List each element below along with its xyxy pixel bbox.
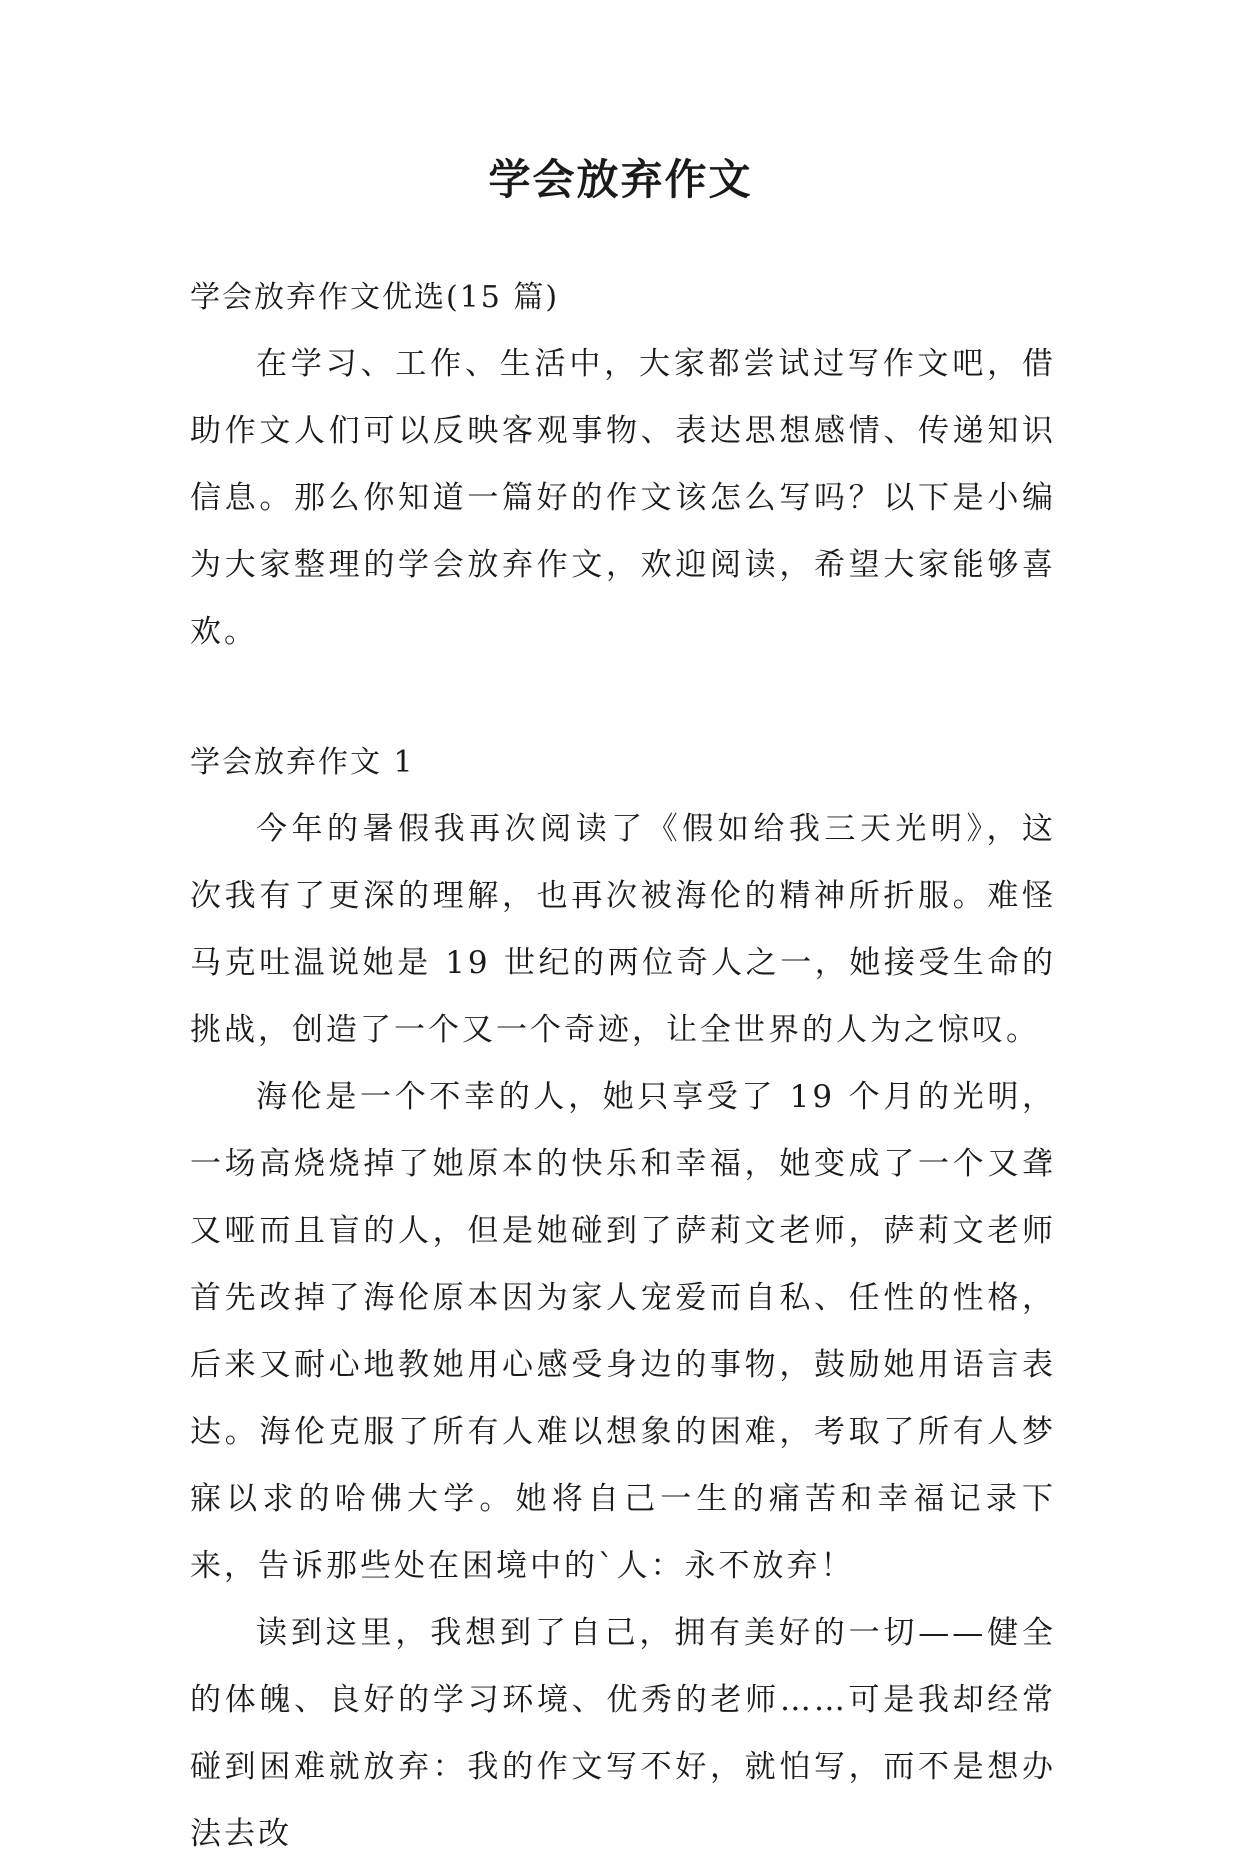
document-body [190, 265, 1056, 1868]
body-paragraph: 今年的暑假我再次阅读了《假如给我三天光明》，这次我有了更深的理解，也再次被海伦的精神所折服。难怪马克吐温说她是 19 世纪的两位奇人之一，她接受生命的挑战，创造了一个又一个奇迹，让全世界的人为之惊叹。 [190, 811, 1056, 1048]
document-title: 学会放弃作文 [488, 155, 753, 204]
section-heading: 学会放弃作文 1 [190, 745, 415, 780]
body-paragraph: 海伦是一个不幸的人，她只享受了 19 个月的光明，一场高烧烧掉了她原本的快乐和幸福，她变成了一个又聋又哑而且盲的人，但是她碰到了萨莉文老师，萨莉文老师首先改掉了海伦原本因为家人宠爱而自私、任性的性格，后来又耐心地教她用心感受身边的事物，鼓励她用语言表达。海伦克服了所有人难以想象的困难，考取了所有人梦寐以求的哈佛大学。她将自己一生的痛苦和幸福记录下来，告诉那些处在困境中的`人：永不放弃！ [190, 1079, 1056, 1584]
document-subtitle: 学会放弃作文优选(15 篇) [190, 280, 560, 315]
intro-paragraph: 在学习、工作、生活中，大家都尝试过写作文吧，借助作文人们可以反映客观事物、表达思想感情、传递知识信息。那么你知道一篇好的作文该怎么写吗？以下是小编为大家整理的学会放弃作文，欢迎阅读，希望大家能够喜欢。 [190, 346, 1056, 650]
body-paragraph: 读到这里，我想到了自己，拥有美好的一切——健全的体魄、良好的学习环境、优秀的老师……可是我却经常碰到困难就放弃：我的作文写不好，就怕写，而不是想办法去改 [190, 1615, 1056, 1852]
section-spacer [190, 666, 1056, 730]
